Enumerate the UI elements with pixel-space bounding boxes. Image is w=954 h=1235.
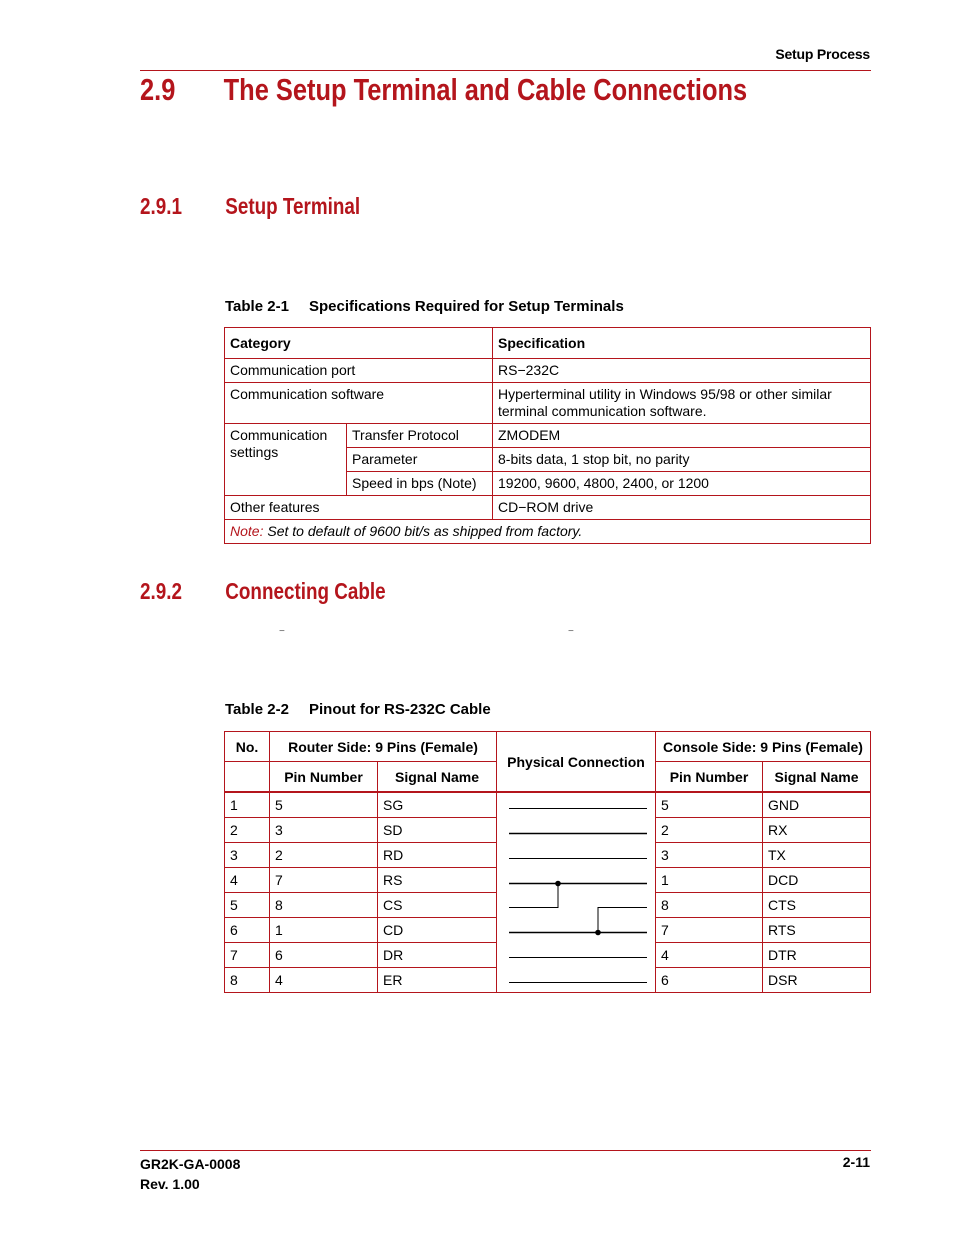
cell-router-signal: SD — [378, 818, 497, 843]
table-note-row — [225, 520, 871, 544]
cell-category: Communication settings — [225, 424, 347, 496]
subsection-title: Connecting Cable — [225, 578, 386, 604]
page-number: 2-11 — [842, 1154, 870, 1170]
table-header-row — [225, 732, 871, 762]
cell-no: 2 — [225, 818, 270, 843]
header-specification: Specification — [493, 328, 871, 359]
table1-caption-title: Specifications Required for Setup Terminals — [309, 298, 624, 315]
table-row — [225, 496, 871, 520]
cell-category: Communication port — [225, 359, 493, 383]
cell-spec: 8-bits data, 1 stop bit, no parity — [493, 448, 871, 472]
subsection-title: Setup Terminal — [225, 193, 361, 219]
cell-spec: ZMODEM — [493, 424, 871, 448]
note-text: Set to default of 9600 bit/s as shipped from factory. — [263, 523, 583, 539]
header-router-side: Router Side: 9 Pins (Female) — [270, 732, 497, 762]
table-header-row — [225, 328, 871, 359]
header-category: Category — [225, 328, 493, 359]
table-row — [225, 424, 871, 448]
stray-mark: − — [568, 626, 574, 637]
cell-console-signal: DSR — [763, 968, 871, 993]
cell-console-signal: DCD — [763, 868, 871, 893]
wire-cs-loop — [509, 884, 558, 908]
subsection-number: 2.9.1 — [140, 193, 182, 219]
cell-param: Speed in bps (Note) — [347, 472, 493, 496]
cell-router-pin: 4 — [270, 968, 378, 993]
cell-console-pin: 8 — [656, 893, 763, 918]
header-router-pin-number: Pin Number — [270, 762, 378, 793]
cell-router-signal: RD — [378, 843, 497, 868]
junction-dot — [555, 881, 561, 887]
cell-no: 8 — [225, 968, 270, 993]
cell-param: Transfer Protocol — [347, 424, 493, 448]
cell-console-signal: GND — [763, 792, 871, 818]
cell-console-signal: RTS — [763, 918, 871, 943]
header-console-signal-name: Signal Name — [763, 762, 871, 793]
cell-router-pin: 1 — [270, 918, 378, 943]
cell-spec: RS−232C — [493, 359, 871, 383]
revision: Rev. 1.00 — [140, 1176, 200, 1192]
header-router-signal-name: Signal Name — [378, 762, 497, 793]
cell-no: 5 — [225, 893, 270, 918]
header-console-pin-number: Pin Number — [656, 762, 763, 793]
cell-router-pin: 7 — [270, 868, 378, 893]
junction-dot — [595, 930, 601, 936]
table1-caption — [225, 298, 624, 315]
cell-console-pin: 5 — [656, 792, 763, 818]
spec-table — [224, 327, 871, 544]
cell-category: Communication software — [225, 383, 493, 424]
cell-no: 4 — [225, 868, 270, 893]
cell-router-signal: CD — [378, 918, 497, 943]
header-rule — [140, 70, 871, 71]
subsection-number: 2.9.2 — [140, 578, 182, 604]
section-heading — [140, 72, 747, 108]
cell-router-signal: SG — [378, 792, 497, 818]
cell-console-pin: 6 — [656, 968, 763, 993]
note-label: Note: — [230, 523, 264, 539]
header-no: No. — [225, 732, 270, 762]
table2-caption-label: Table 2-2 — [225, 701, 289, 718]
cell-console-signal: CTS — [763, 893, 871, 918]
table2-caption — [225, 701, 491, 718]
table1-caption-label: Table 2-1 — [225, 298, 289, 315]
section-number: 2.9 — [140, 72, 176, 107]
cell-console-signal: TX — [763, 843, 871, 868]
cell-console-pin: 4 — [656, 943, 763, 968]
subsection-heading-connecting-cable — [140, 578, 386, 605]
stray-mark: − — [279, 626, 285, 637]
table2-caption-title: Pinout for RS-232C Cable — [309, 701, 491, 718]
table-note — [225, 520, 871, 544]
cell-param: Parameter — [347, 448, 493, 472]
cell-console-pin: 7 — [656, 918, 763, 943]
header-physical-connection: Physical Connection — [497, 732, 656, 793]
cell-router-pin: 5 — [270, 792, 378, 818]
header-empty — [225, 762, 270, 793]
footer-doc-info — [140, 1154, 240, 1194]
header-console-side: Console Side: 9 Pins (Female) — [656, 732, 871, 762]
cell-console-pin: 2 — [656, 818, 763, 843]
cell-no: 7 — [225, 943, 270, 968]
doc-id: GR2K-GA-0008 — [140, 1156, 241, 1172]
table-row — [225, 383, 871, 424]
footer-rule — [140, 1150, 871, 1151]
cell-category: Other features — [225, 496, 493, 520]
cell-spec: Hyperterminal utility in Windows 95/98 or other similar terminal communication software. — [493, 383, 871, 424]
cell-console-pin: 3 — [656, 843, 763, 868]
cell-router-signal: DR — [378, 943, 497, 968]
cell-console-pin: 1 — [656, 868, 763, 893]
subsection-heading-setup-terminal — [140, 193, 360, 220]
section-title: The Setup Terminal and Cable Connections — [223, 72, 748, 107]
cell-no: 1 — [225, 792, 270, 818]
cell-router-pin: 6 — [270, 943, 378, 968]
cell-no: 3 — [225, 843, 270, 868]
cell-console-signal: DTR — [763, 943, 871, 968]
cell-router-signal: ER — [378, 968, 497, 993]
cell-router-pin: 3 — [270, 818, 378, 843]
physical-connection-diagram — [497, 794, 656, 994]
cell-console-signal: RX — [763, 818, 871, 843]
running-header: Setup Process — [775, 46, 870, 62]
cell-spec: CD−ROM drive — [493, 496, 871, 520]
cell-spec: 19200, 9600, 4800, 2400, or 1200 — [493, 472, 871, 496]
table-row — [225, 359, 871, 383]
cell-router-signal: CS — [378, 893, 497, 918]
cell-router-signal: RS — [378, 868, 497, 893]
wire-cts-loop — [598, 908, 647, 933]
cell-router-pin: 2 — [270, 843, 378, 868]
cell-router-pin: 8 — [270, 893, 378, 918]
cell-no: 6 — [225, 918, 270, 943]
